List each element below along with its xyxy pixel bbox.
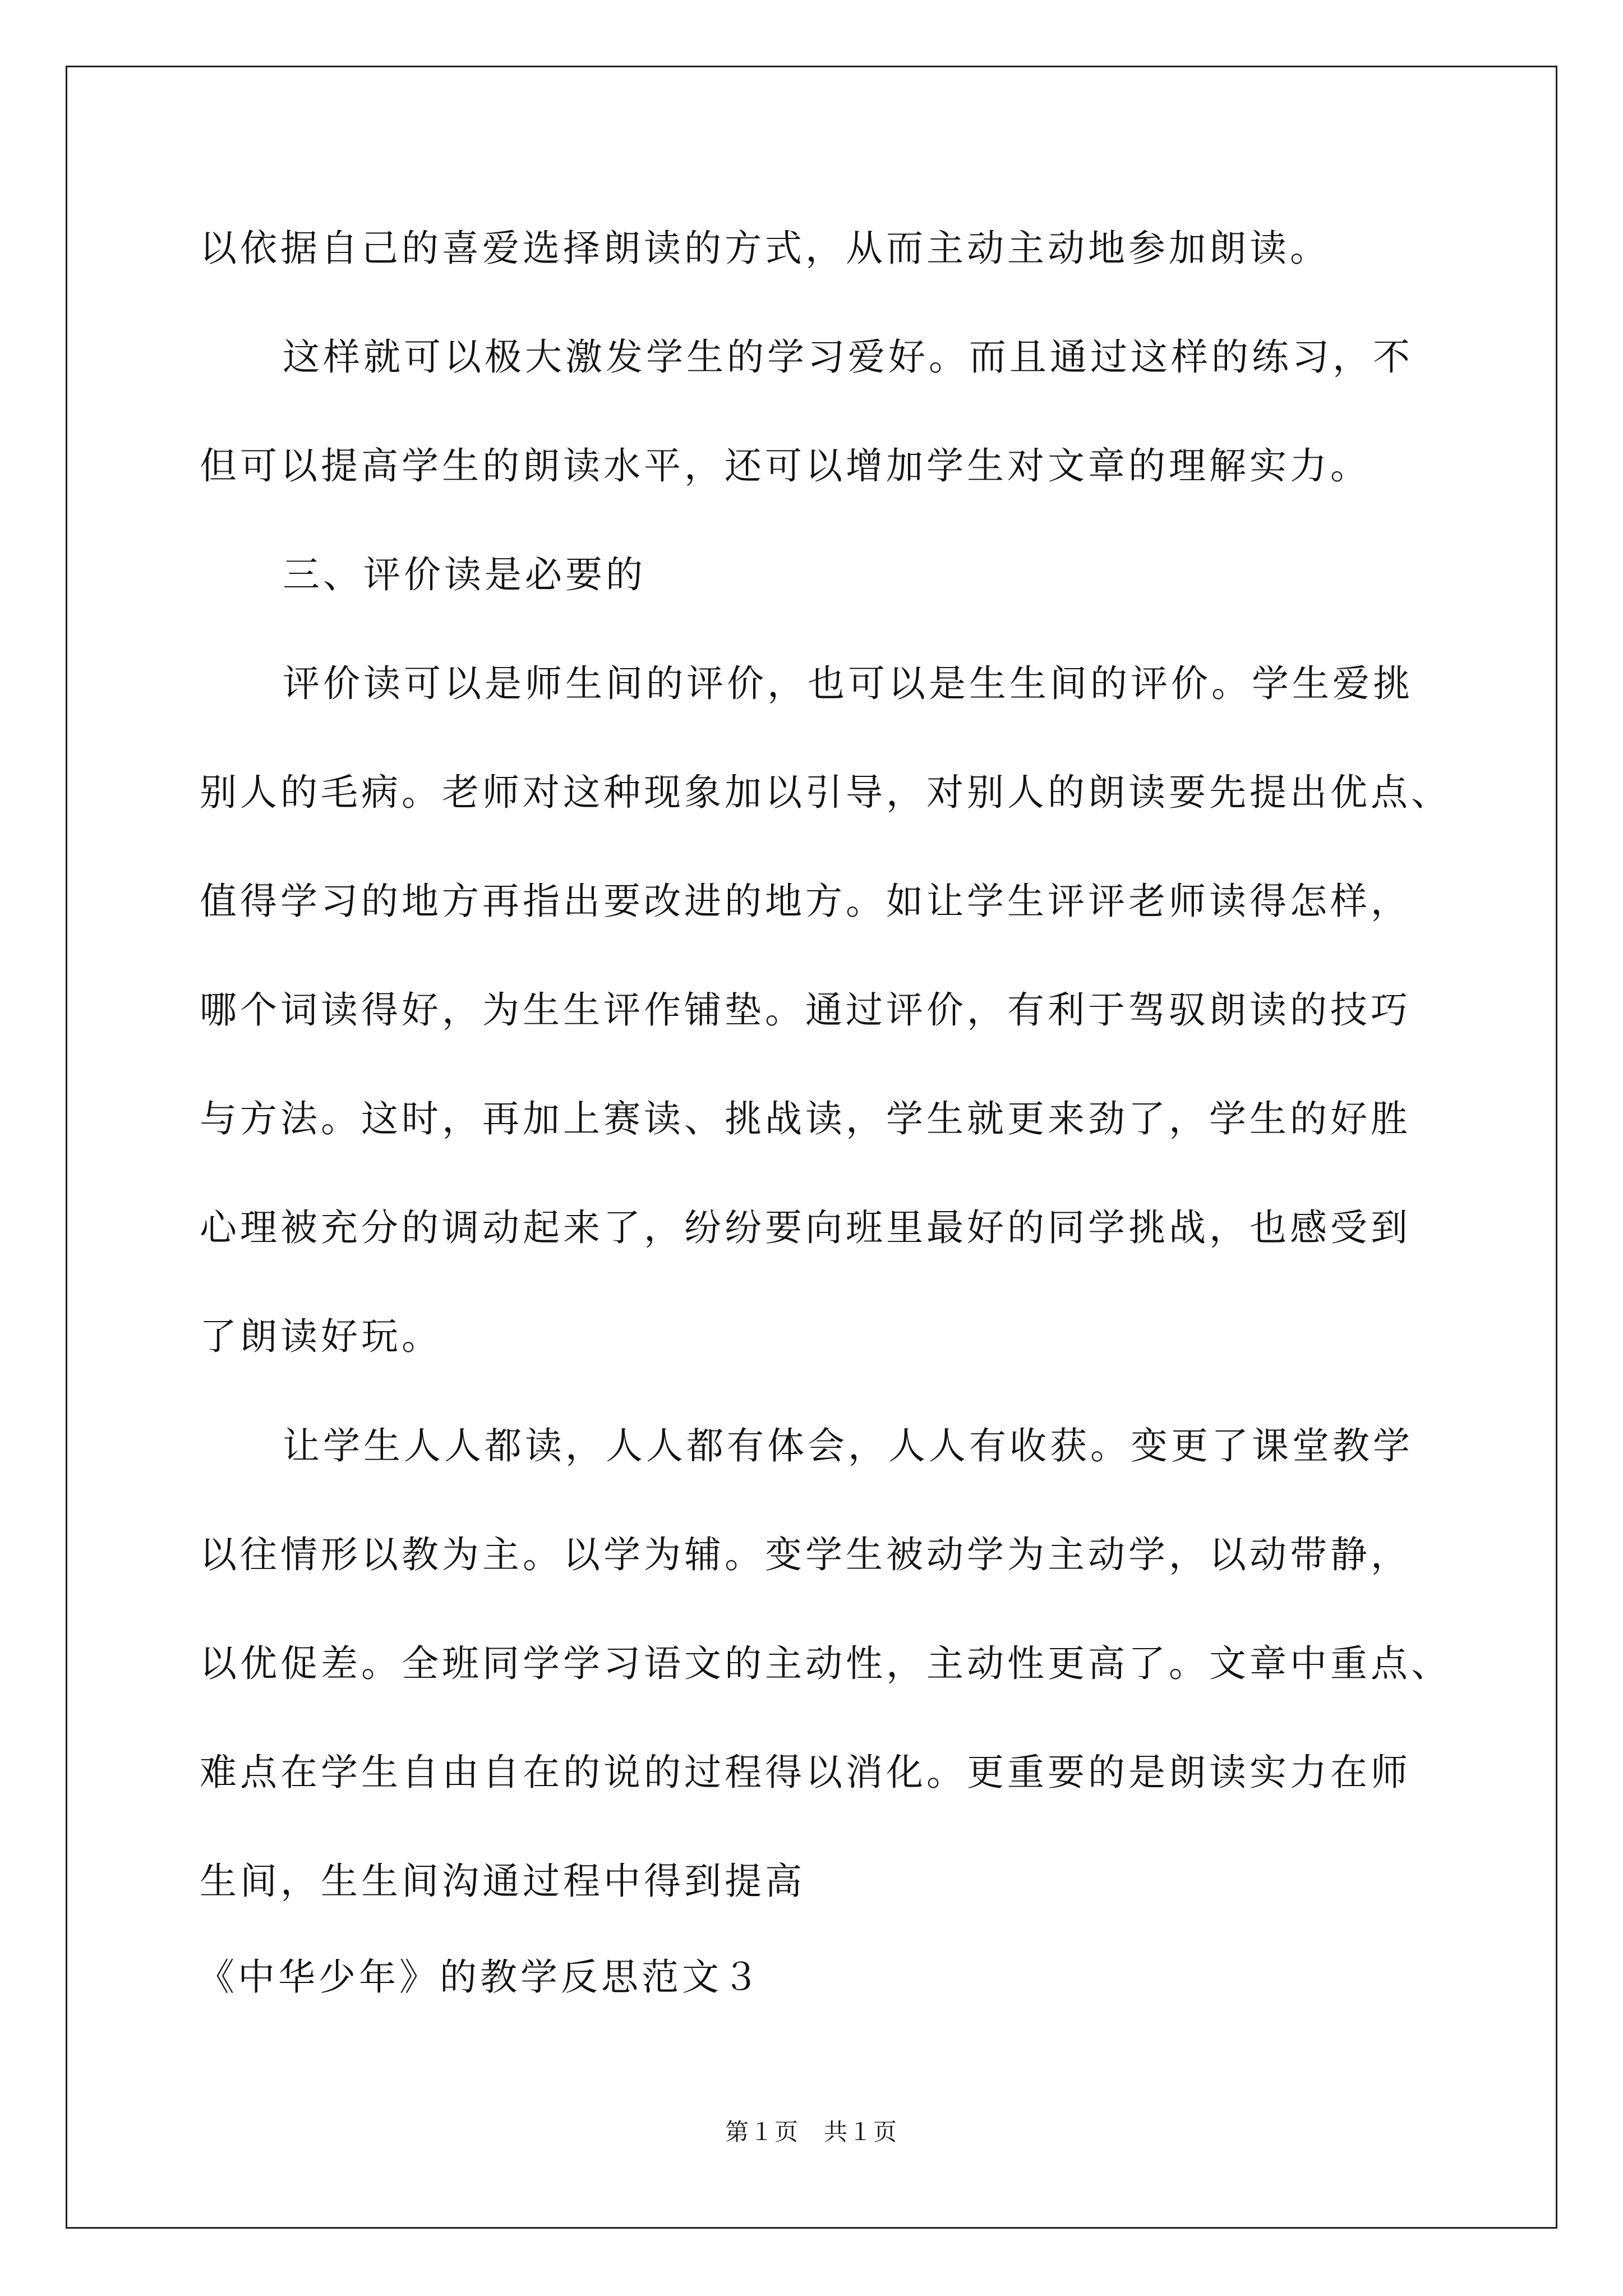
document-title: 《中华少年》的教学反思范文３ [197, 1955, 763, 1999]
text-line: 哪个词读得好，为生生评作铺垫。通过评价，有利于驾驭朗读的技巧 [200, 988, 1411, 1032]
text-line: 难点在学生自由自在的说的过程得以消化。更重要的是朗读实力在师 [200, 1751, 1411, 1794]
section-heading: 三、评价读是必要的 [283, 553, 646, 596]
text-line: 以往情形以教为主。以学为辅。变学生被动学为主动学，以动带静， [200, 1533, 1411, 1576]
text-line: 值得学习的地方再指出要改进的地方。如让学生评评老师读得怎样， [200, 880, 1411, 923]
text-line: 了朗读好玩。 [200, 1315, 442, 1358]
text-line: 但可以提高学生的朗读水平，还可以增加学生对文章的理解实力。 [200, 444, 1371, 487]
text-line: 以依据自己的喜爱选择朗读的方式，从而主动主动地参加朗读。 [200, 227, 1330, 270]
paragraph-start-line: 让学生人人都读，人人都有体会，人人有收获。变更了课堂教学 [283, 1424, 1413, 1467]
paragraph-start-line: 这样就可以极大激发学生的学习爱好。而且通过这样的练习，不 [283, 335, 1413, 379]
text-line: 别人的毛病。老师对这种现象加以引导，对别人的朗读要先提出优点、 [200, 771, 1451, 814]
page-footer: 第１页 共１页 [725, 2118, 898, 2146]
paragraph-start-line: 评价读可以是师生间的评价，也可以是生生间的评价。学生爱挑 [283, 662, 1413, 705]
text-line: 心理被充分的调动起来了，纷纷要向班里最好的同学挑战，也感受到 [200, 1206, 1411, 1249]
text-line: 以优促差。全班同学学习语文的主动性，主动性更高了。文章中重点、 [200, 1642, 1451, 1685]
text-line: 生间，生生间沟通过程中得到提高 [200, 1860, 805, 1903]
text-line: 与方法。这时，再加上赛读、挑战读，学生就更来劲了，学生的好胜 [200, 1097, 1411, 1140]
